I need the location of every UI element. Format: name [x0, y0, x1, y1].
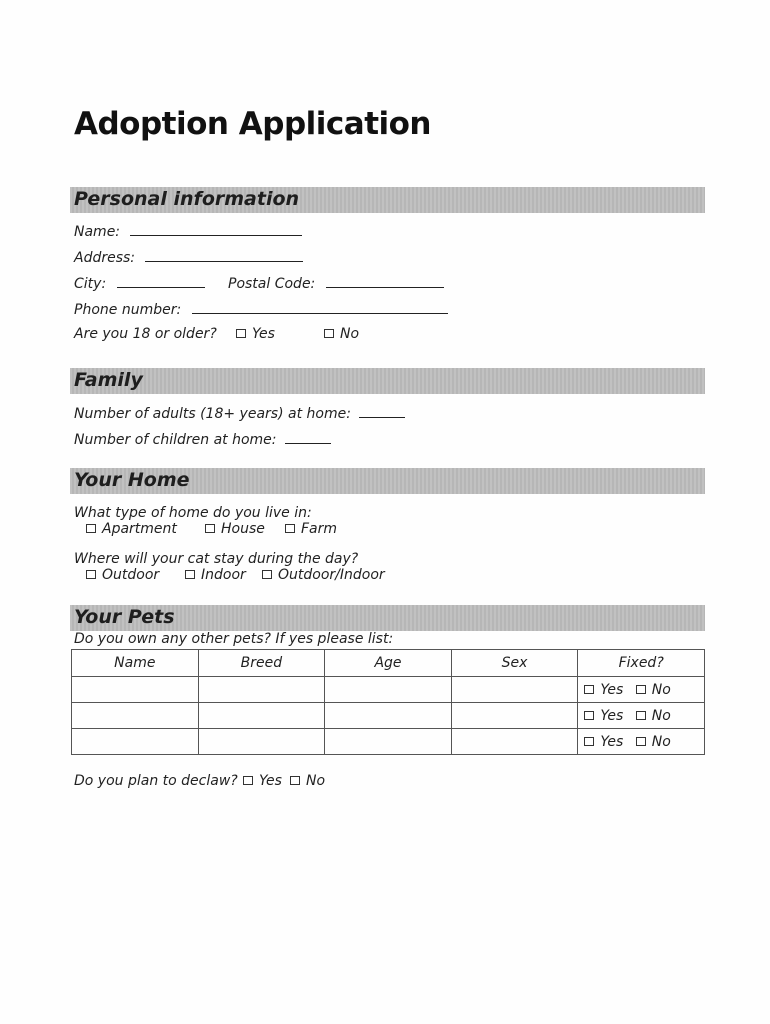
pet-sex-cell[interactable]: [451, 729, 578, 755]
fixed-yes-label: Yes: [600, 707, 624, 724]
farm-label: Farm: [301, 521, 338, 537]
fixed-yes-option: [584, 682, 623, 698]
fixed-yes-label: Yes: [600, 681, 624, 698]
address-field[interactable]: [145, 248, 303, 262]
address-row: [74, 248, 303, 266]
pet-name-cell[interactable]: [72, 677, 199, 703]
column-header-age: Age: [325, 650, 452, 677]
name-label: Name:: [74, 224, 121, 240]
outdoor-checkbox[interactable]: [86, 570, 96, 579]
column-header-breed: Breed: [198, 650, 325, 677]
table-row: [72, 729, 705, 755]
section-header-pets: [70, 605, 705, 631]
pet-age-cell[interactable]: [325, 703, 452, 729]
pet-fixed-cell: [578, 677, 705, 703]
declaw-no-checkbox[interactable]: [290, 776, 300, 785]
declaw-question: Do you plan to declaw?: [74, 773, 238, 789]
pet-name-cell[interactable]: [72, 703, 199, 729]
pet-age-cell[interactable]: [325, 677, 452, 703]
fixed-no-checkbox[interactable]: [636, 685, 646, 694]
indoor-checkbox[interactable]: [185, 570, 195, 579]
declaw-no-option: [290, 773, 325, 789]
pet-breed-cell[interactable]: [198, 703, 325, 729]
age-yes-checkbox[interactable]: [236, 329, 246, 338]
address-label: Address:: [74, 250, 136, 266]
apartment-label: Apartment: [102, 521, 177, 537]
fixed-no-checkbox[interactable]: [636, 711, 646, 720]
age-question: Are you 18 or older?: [74, 326, 217, 342]
declaw-no-label: No: [306, 773, 326, 789]
column-header-fixed: Fixed?: [578, 650, 705, 677]
section-title-family: Family: [74, 369, 143, 391]
city-label: City:: [74, 276, 107, 292]
fixed-yes-option: [584, 734, 623, 750]
phone-label: Phone number:: [74, 302, 182, 318]
adults-row: [74, 404, 405, 422]
pet-sex-cell[interactable]: [451, 677, 578, 703]
phone-field[interactable]: [192, 300, 448, 314]
farm-checkbox[interactable]: [285, 524, 295, 533]
table-row: [72, 703, 705, 729]
declaw-yes-checkbox[interactable]: [243, 776, 253, 785]
pet-age-cell[interactable]: [325, 729, 452, 755]
fixed-no-label: No: [651, 733, 671, 750]
outdoor-indoor-checkbox[interactable]: [262, 570, 272, 579]
pet-breed-cell[interactable]: [198, 729, 325, 755]
page-title: Adoption Application: [74, 106, 432, 142]
postal-label: Postal Code:: [228, 276, 316, 292]
pets-table: [71, 649, 705, 755]
fixed-no-label: No: [651, 707, 671, 724]
children-field[interactable]: [285, 430, 331, 444]
city-field[interactable]: [117, 274, 205, 288]
indoor-label: Indoor: [201, 567, 246, 583]
pets-table-header: [72, 650, 705, 677]
house-checkbox[interactable]: [205, 524, 215, 533]
children-label: Number of children at home:: [74, 432, 277, 448]
table-row: [72, 677, 705, 703]
fixed-yes-option: [584, 708, 623, 724]
fixed-yes-checkbox[interactable]: [584, 685, 594, 694]
fixed-no-checkbox[interactable]: [636, 737, 646, 746]
declaw-yes-option: [243, 773, 282, 789]
home-type-option-apartment: [86, 521, 177, 537]
section-title-home: Your Home: [74, 469, 190, 491]
name-field[interactable]: [130, 222, 302, 236]
outdoor-label: Outdoor: [102, 567, 160, 583]
section-title-pets: Your Pets: [74, 606, 175, 628]
pet-fixed-cell: [578, 729, 705, 755]
pet-fixed-cell: [578, 703, 705, 729]
age-no-checkbox[interactable]: [324, 329, 334, 338]
section-title-personal: Personal information: [74, 188, 300, 210]
cat-option-outdoor-indoor: [262, 567, 385, 583]
children-row: [74, 430, 331, 448]
column-header-name: Name: [72, 650, 199, 677]
adults-label: Number of adults (18+ years) at home:: [74, 406, 351, 422]
section-header-home: [70, 468, 705, 494]
declaw-yes-label: Yes: [259, 773, 282, 789]
home-type-option-farm: [285, 521, 337, 537]
fixed-yes-checkbox[interactable]: [584, 711, 594, 720]
section-header-family: [70, 368, 705, 394]
column-header-sex: Sex: [451, 650, 578, 677]
house-label: House: [221, 521, 265, 537]
pet-name-cell[interactable]: [72, 729, 199, 755]
city-row: [74, 274, 205, 292]
age-row: [74, 326, 217, 342]
age-no-label: No: [340, 326, 360, 342]
age-yes-label: Yes: [252, 326, 275, 342]
fixed-no-option: [636, 708, 671, 724]
pet-sex-cell[interactable]: [451, 703, 578, 729]
postal-field[interactable]: [326, 274, 444, 288]
home-type-option-house: [205, 521, 265, 537]
apartment-checkbox[interactable]: [86, 524, 96, 533]
pet-breed-cell[interactable]: [198, 677, 325, 703]
cat-option-indoor: [185, 567, 246, 583]
outdoor-indoor-label: Outdoor/Indoor: [278, 567, 385, 583]
fixed-no-option: [636, 682, 671, 698]
pets-question: Do you own any other pets? If yes please list:: [74, 631, 394, 647]
cat-stay-question: Where will your cat stay during the day?: [74, 551, 359, 567]
fixed-yes-checkbox[interactable]: [584, 737, 594, 746]
cat-option-outdoor: [86, 567, 159, 583]
postal-row: [228, 274, 444, 292]
adults-field[interactable]: [359, 404, 405, 418]
age-no-option: [324, 326, 359, 342]
name-row: [74, 222, 302, 240]
fixed-yes-label: Yes: [600, 733, 624, 750]
phone-row: [74, 300, 448, 318]
section-header-personal: [70, 187, 705, 213]
fixed-no-option: [636, 734, 671, 750]
home-type-question: What type of home do you live in:: [74, 505, 312, 521]
age-yes-option: [236, 326, 275, 342]
fixed-no-label: No: [651, 681, 671, 698]
